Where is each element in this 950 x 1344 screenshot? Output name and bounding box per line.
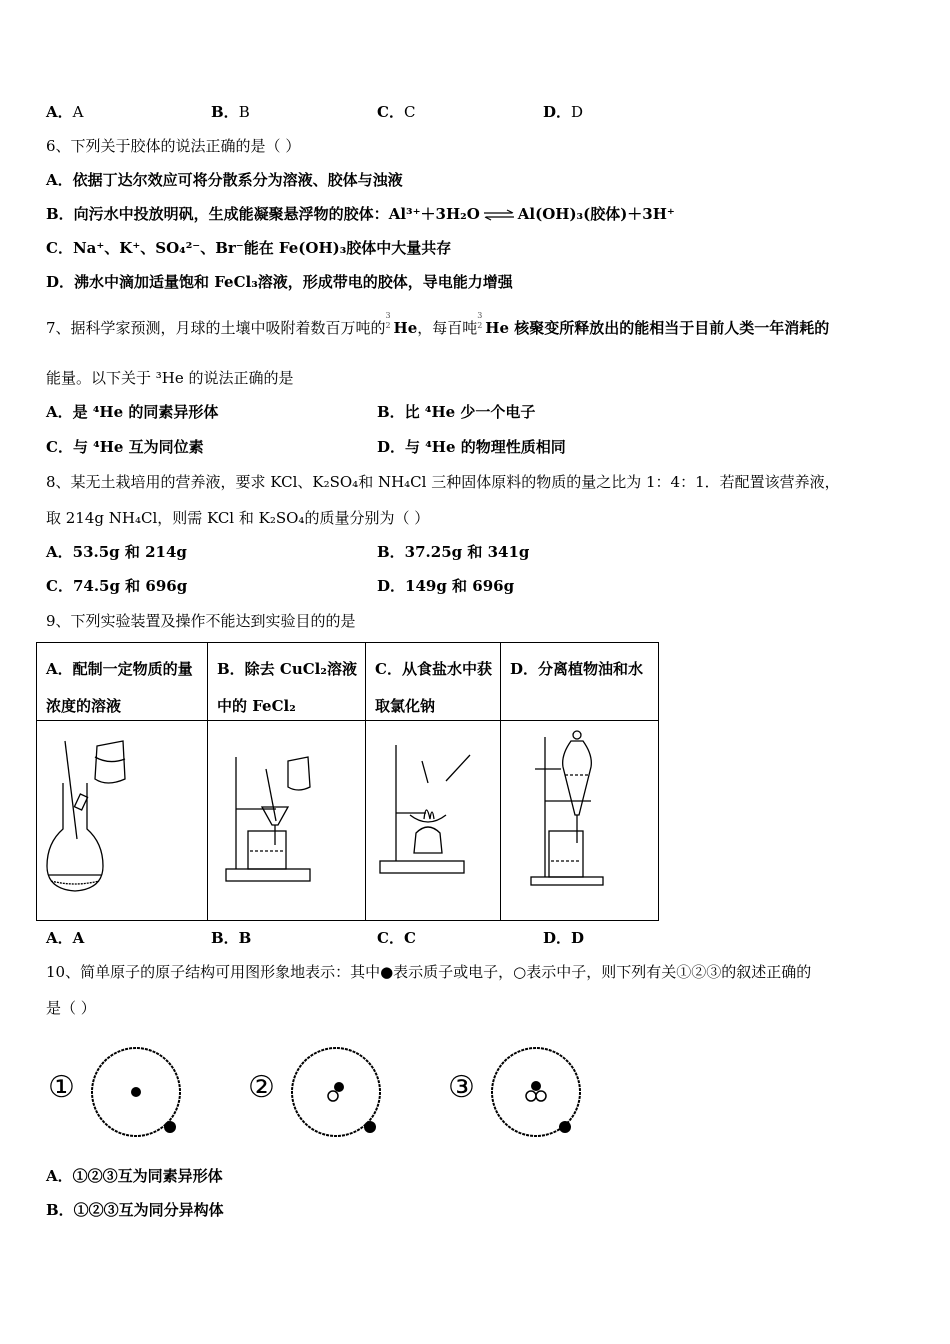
q8-option-d: D．149g 和 696g (377, 577, 515, 595)
q5-option-d: D．D (543, 103, 584, 121)
q6-stem: 6、下列关于胶体的说法正确的是（ ） (46, 137, 301, 155)
q5-option-b: B．B (211, 103, 250, 121)
q7-stem-line1: 7、据科学家预测，月球的土壤中吸附着数百万吨的 3 2 He，每百吨 3 2 He 核聚变所释放出的能相当于目前人类一年消耗的 (46, 311, 830, 337)
q9-cell-a: A．配制一定物质的量浓度的溶液 (37, 643, 208, 721)
q6-option-b: B．向污水中投放明矾，生成能凝聚悬浮物的胶体：Al³⁺＋3H₂O Al(OH)₃(胶体)＋3H⁺ (46, 205, 675, 223)
q10-option-b: B．①②③互为同分异构体 (46, 1201, 224, 1219)
q8-option-a: A．53.5g 和 214g (46, 543, 187, 561)
isotope-notation-2: 3 2 (477, 311, 483, 330)
q10-option-a: A．①②③互为同素异形体 (46, 1167, 223, 1185)
q9-table (36, 642, 659, 921)
q6-option-a: A．依据丁达尔效应可将分散系分为溶液、胶体与浊液 (46, 171, 403, 189)
q10-stem-line2: 是（ ） (46, 999, 96, 1017)
q8-option-c: C．74.5g 和 696g (46, 577, 188, 595)
q6-option-c: C．Na⁺、K⁺、SO₄²⁻、Br⁻能在 Fe(OH)₃胶体中大量共存 (46, 239, 452, 257)
atom-1-label: ① (48, 1070, 75, 1105)
q9-cell-c: C．从食盐水中获取氯化钠 (366, 643, 501, 721)
q7-option-b: B．比 ⁴He 少一个电子 (377, 403, 536, 421)
q9-cell-d: D．分离植物油和水 (501, 643, 659, 721)
volumetric-flask-apparatus (37, 721, 208, 921)
q9-option-d: D．D (543, 929, 585, 947)
q7-stem-line2: 能量。以下关于 ³He 的说法正确的是 (46, 369, 294, 387)
q10-stem-line1: 10、简单原子的原子结构可用图形象地表示：其中●表示质子或电子，○表示中子，则下列有关①②③的叙述正确的 (46, 963, 812, 981)
atom-2-label: ② (248, 1070, 275, 1105)
isotope-notation: 3 2 (385, 311, 391, 330)
q9-option-b: B．B (211, 929, 252, 947)
evaporation-apparatus (366, 721, 501, 921)
q8-stem-line2: 取 214g NH₄Cl，则需 KCl 和 K₂SO₄的质量分别为（ ） (46, 509, 430, 527)
q9-option-c: C．C (377, 929, 416, 947)
q8-option-b: B．37.25g 和 341g (377, 543, 530, 561)
q6-option-d: D．沸水中滴加适量饱和 FeCl₃溶液，形成带电的胶体，导电能力增强 (46, 273, 513, 291)
q5-option-a: A．A (46, 103, 84, 121)
atom-3-label: ③ (448, 1070, 475, 1105)
q7-option-d: D．与 ⁴He 的物理性质相同 (377, 438, 566, 456)
equilibrium-arrow-icon (482, 209, 516, 221)
filtration-apparatus (208, 721, 366, 921)
q5-option-c: C．C (377, 103, 416, 121)
q9-option-a: A．A (46, 929, 85, 947)
separatory-funnel-apparatus (501, 721, 659, 921)
q7-option-a: A．是 ⁴He 的同素异形体 (46, 403, 219, 421)
q9-stem: 9、下列实验装置及操作不能达到实验目的的是 (46, 612, 356, 630)
q9-cell-b: B．除去 CuCl₂溶液中的 FeCl₂ (208, 643, 366, 721)
q8-stem-line1: 8、某无土栽培用的营养液，要求 KCl、K₂SO₄和 NH₄Cl 三种固体原料的物质的量之比为 1：4：1．若配置该营养液， (46, 473, 840, 491)
q7-option-c: C．与 ⁴He 互为同位素 (46, 438, 204, 456)
